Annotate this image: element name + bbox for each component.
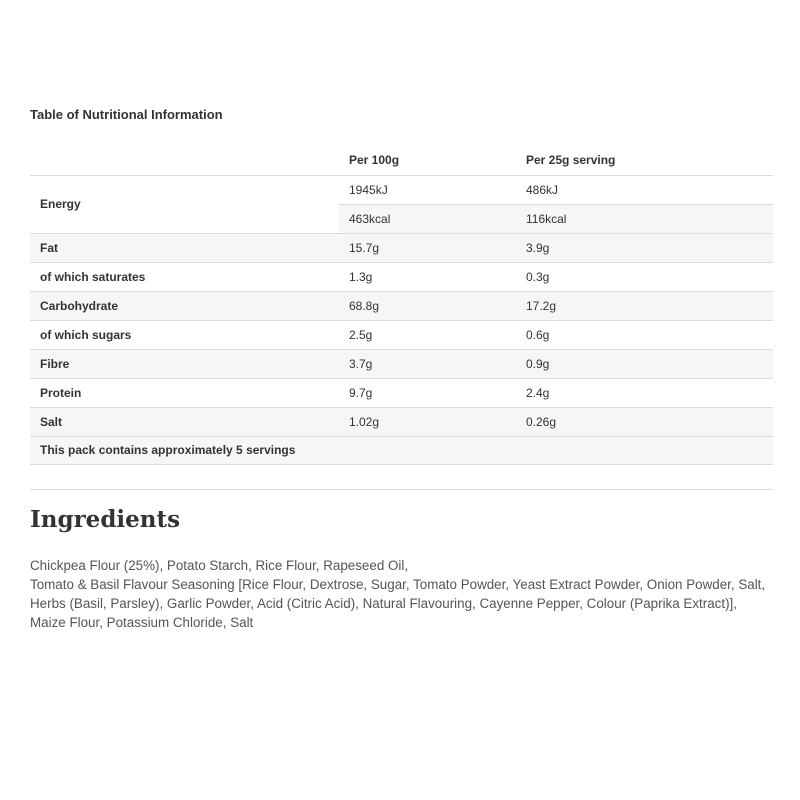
value-per-serving: 17.2g xyxy=(516,291,773,320)
nutrient-label: Fibre xyxy=(30,349,339,378)
ingredients-line: Maize Flour, Potassium Chloride, Salt xyxy=(30,615,254,630)
value-per-serving: 2.4g xyxy=(516,378,773,407)
value-per-serving: 3.9g xyxy=(516,233,773,262)
nutrient-label: Salt xyxy=(30,407,339,436)
value-per-100g: 2.5g xyxy=(339,320,516,349)
ingredients-line: Tomato & Basil Flavour Seasoning [Rice Flour, Dextrose, Sugar, Tomato Powder, Yeast Extract Powder, Onion Powder, Salt, Herbs (Basil, Parsley), Garlic Powder, Acid (Citric Acid), Natural Flavouring, Cayenne Pepper, Colour (Paprika Extract)], xyxy=(30,577,766,611)
section-divider xyxy=(30,489,773,490)
ingredients-line: Chickpea Flour (25%), Potato Starch, Rice Flour, Rapeseed Oil, xyxy=(30,558,409,573)
value-per-100g: 9.7g xyxy=(339,378,516,407)
table-row xyxy=(30,378,773,407)
header-nutrient xyxy=(30,146,339,175)
energy-kj-per-serving: 486kJ xyxy=(516,175,773,204)
value-per-100g: 3.7g xyxy=(339,349,516,378)
table-header-row xyxy=(30,146,773,175)
header-per-serving: Per 25g serving xyxy=(516,146,773,175)
table-row xyxy=(30,320,773,349)
table-row xyxy=(30,233,773,262)
ingredients-heading: Ingredients xyxy=(30,506,181,533)
nutrient-label: Protein xyxy=(30,378,339,407)
servings-footnote: This pack contains approximately 5 servings xyxy=(30,436,773,464)
table-row-footnote xyxy=(30,436,773,464)
table-row xyxy=(30,407,773,436)
table-row xyxy=(30,291,773,320)
nutrient-label: of which sugars xyxy=(30,320,339,349)
nutrition-table xyxy=(30,146,773,465)
table-row xyxy=(30,349,773,378)
value-per-serving: 0.6g xyxy=(516,320,773,349)
value-per-100g: 1.3g xyxy=(339,262,516,291)
nutrient-label: Fat xyxy=(30,233,339,262)
energy-kcal-per-100g: 463kcal xyxy=(339,204,516,233)
nutrient-label: of which saturates xyxy=(30,262,339,291)
value-per-serving: 0.26g xyxy=(516,407,773,436)
value-per-100g: 1.02g xyxy=(339,407,516,436)
value-per-serving: 0.3g xyxy=(516,262,773,291)
value-per-100g: 68.8g xyxy=(339,291,516,320)
energy-kj-per-100g: 1945kJ xyxy=(339,175,516,204)
energy-kcal-per-serving: 116kcal xyxy=(516,204,773,233)
nutrient-label: Carbohydrate xyxy=(30,291,339,320)
value-per-100g: 15.7g xyxy=(339,233,516,262)
value-per-serving: 0.9g xyxy=(516,349,773,378)
energy-label: Energy xyxy=(30,175,339,233)
table-row xyxy=(30,262,773,291)
nutrition-table-caption: Table of Nutritional Information xyxy=(30,107,223,122)
ingredients-list xyxy=(30,556,775,632)
table-row-energy-kj xyxy=(30,175,773,204)
header-per-100g: Per 100g xyxy=(339,146,516,175)
